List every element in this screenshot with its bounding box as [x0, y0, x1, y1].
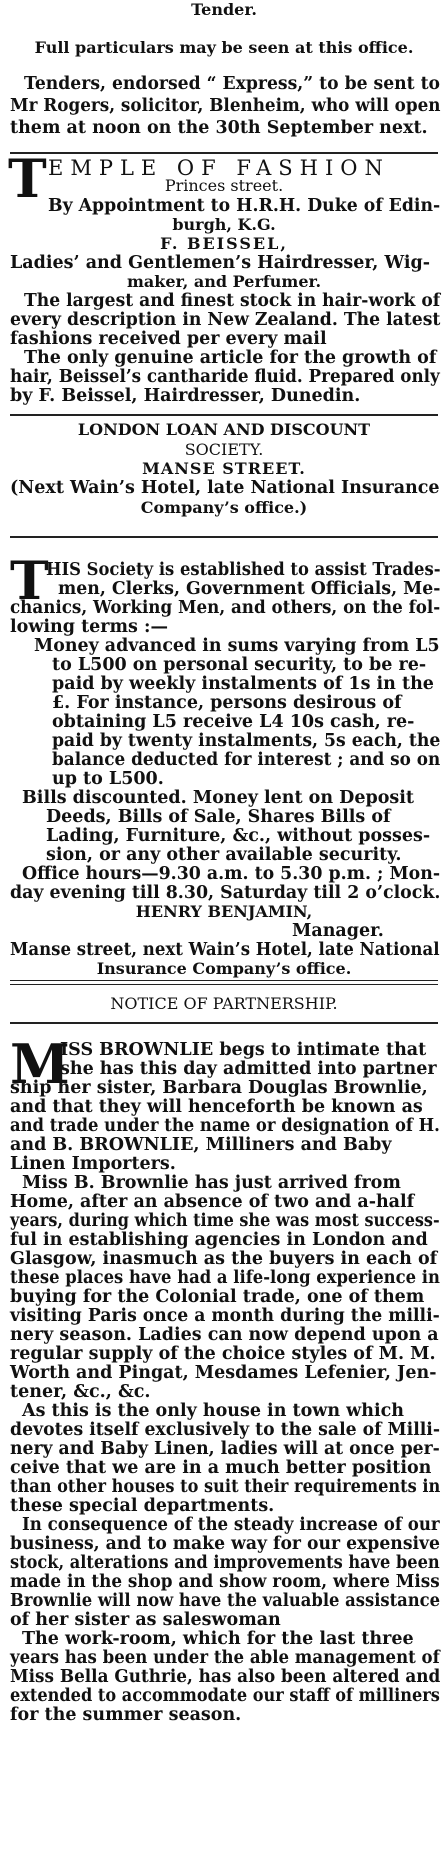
proprietor-name: F. BEISSEL, [160, 234, 288, 253]
ad-line: balance deducted for interest ; and so on [52, 750, 441, 770]
notice-line: for the summer season. [10, 1705, 242, 1725]
ad-line: day evening till 8.30, Saturday till 2 o’clock. [10, 883, 441, 903]
ad-line: up to L500. [52, 769, 164, 789]
ad-line: maker, and Perfumer. [126, 272, 322, 291]
notice-line: tener, &c., &c. [10, 1382, 151, 1402]
ad-line: Lading, Furniture, &c., without posses- [46, 826, 431, 846]
notice-line: these places have had a life-long experience in [10, 1268, 440, 1288]
notice-line: buying for the Colonial trade, one of them [10, 1287, 425, 1307]
notice-line: ISS BROWNLIE begs to intimate that [60, 1040, 427, 1060]
notice-line: years, during which time she was most success- [10, 1211, 440, 1231]
notice-line: than other houses to suit their requirements in [10, 1477, 441, 1497]
notice-line: made in the shop and show room, where Miss [10, 1572, 440, 1592]
ad-line: The largest and finest stock in hair-work of [24, 291, 441, 311]
section-divider [10, 1022, 438, 1024]
ad-line: Money advanced in sums varying from L5 [34, 636, 440, 656]
ad-line: every description in New Zealand. The latest [10, 310, 441, 330]
ad-heading: EMPLE OF FASHION [48, 156, 390, 180]
ad-line: by F. Beissel, Hairdresser, Dunedin. [10, 386, 361, 406]
section-divider [10, 152, 438, 154]
notice-line: Home, after an absence of two and a-half [10, 1192, 415, 1212]
ad-line: burgh, K.G. [172, 215, 276, 234]
notice-line: extended to accommodate our staff of milliners [10, 1686, 440, 1706]
ad-line: Company’s office.) [140, 498, 308, 517]
ad-line: sion, or any other available security. [46, 845, 402, 865]
ad-title: SOCIETY. [184, 440, 264, 459]
ad-line: Office hours—9.30 a.m. to 5.30 p.m. ; Mon- [22, 864, 441, 884]
tender-line: them at noon on the 30th September next. [10, 118, 428, 138]
ad-line: (Next Wain’s Hotel, late National Insurance [10, 478, 440, 498]
notice-line: these special departments. [10, 1496, 275, 1516]
notice-line: Miss Bella Guthrie, has also been altered and [10, 1667, 441, 1687]
notice-line: regular supply of the choice styles of M. M. [10, 1344, 436, 1364]
ad-line: Bills discounted. Money lent on Deposit [22, 788, 414, 808]
notice-line: The work-room, which for the last three [22, 1629, 414, 1649]
ad-line: Princes street. [164, 176, 284, 195]
tender-heading: Tender. [191, 0, 257, 19]
notice-line: As this is the only house in town which [22, 1401, 404, 1421]
notice-line: Miss B. Brownlie has just arrived from [22, 1173, 401, 1193]
notice-line: nery and Baby Linen, ladies will at once per- [10, 1439, 440, 1459]
ad-line: £. For instance, persons desirous of [52, 693, 402, 713]
notice-line: visiting Paris once a month during the milli- [10, 1306, 440, 1326]
notice-title: NOTICE OF PARTNERSHIP. [110, 994, 338, 1013]
notice-line: ship her sister, Barbara Douglas Brownlie, [10, 1078, 428, 1098]
ad-line: lowing terms :— [10, 617, 168, 637]
section-divider [10, 980, 438, 985]
ad-title: LONDON LOAN AND DISCOUNT [77, 420, 371, 439]
street-name: MANSE STREET. [142, 459, 306, 478]
section-divider [10, 536, 438, 538]
ad-line: hair, Beissel’s cantharide fluid. Prepared only [10, 367, 440, 387]
notice-line: Glasgow, inasmuch as the buyers in each of [10, 1249, 438, 1269]
ad-line: By Appointment to H.R.H. Duke of Edin- [48, 196, 441, 216]
drop-cap: M [10, 1032, 70, 1096]
notice-line: of her sister as saleswoman [10, 1610, 281, 1630]
notice-line: business, and to make way for our expensive [10, 1534, 441, 1554]
drop-cap: T [8, 149, 47, 210]
manager-title: Manager. [292, 921, 384, 941]
section-divider [10, 414, 438, 416]
ad-line: Insurance Company’s office. [96, 959, 352, 978]
tender-line: Mr Rogers, solicitor, Blenheim, who will open [10, 96, 441, 116]
notice-line: Linen Importers. [10, 1154, 176, 1174]
ad-line: men, Clerks, Government Officials, Me- [58, 579, 441, 599]
ad-line: to L500 on personal security, to be re- [52, 655, 427, 675]
drop-cap: T [10, 551, 49, 612]
notice-line: devotes itself exclusively to the sale of Milli- [10, 1420, 441, 1440]
manager-name: HENRY BENJAMIN, [135, 902, 313, 921]
notice-line: ceive that we are in a much better position [10, 1458, 432, 1478]
notice-line: In consequence of the steady increase of our [22, 1515, 440, 1535]
ad-line: Deeds, Bills of Sale, Shares Bills of [46, 807, 391, 827]
notice-line: and that they will henceforth be known as [10, 1097, 423, 1117]
ad-line: HIS Society is established to assist Trades- [46, 560, 441, 580]
notice-line: years has been under the able management of [10, 1648, 440, 1668]
notice-line: she has this day admitted into partner [60, 1059, 437, 1079]
notice-line: stock, alterations and improvements have been [10, 1553, 440, 1573]
ad-line: obtaining L5 receive L4 10s cash, re- [52, 712, 415, 732]
notice-line: ful in establishing agencies in London and [10, 1230, 428, 1250]
notice-line: nery season. Ladies can now depend upon a [10, 1325, 439, 1345]
ad-line: chanics, Working Men, and others, on the fol- [10, 598, 441, 618]
ad-line: Ladies’ and Gentlemen’s Hairdresser, Wig- [10, 253, 430, 273]
notice-line: Worth and Pingat, Mesdames Lefenier, Jen- [10, 1363, 437, 1383]
ad-line: Manse street, next Wain’s Hotel, late National [10, 940, 440, 960]
tender-line: Full particulars may be seen at this office. [34, 38, 414, 57]
ad-line: paid by twenty instalments, 5s each, the [52, 731, 441, 751]
notice-line: Brownlie will now have the valuable assistance [10, 1591, 441, 1611]
ad-line: paid by weekly instalments of 1s in the [52, 674, 434, 694]
ad-line: fashions received per every mail [10, 329, 327, 349]
ad-line: The only genuine article for the growth of [24, 348, 437, 368]
notice-line: and trade under the name or designation of H. [10, 1116, 440, 1136]
tender-line: Tenders, endorsed “ Express,” to be sent to [24, 74, 441, 94]
notice-line: and B. BROWNLIE, Milliners and Baby [10, 1135, 392, 1155]
